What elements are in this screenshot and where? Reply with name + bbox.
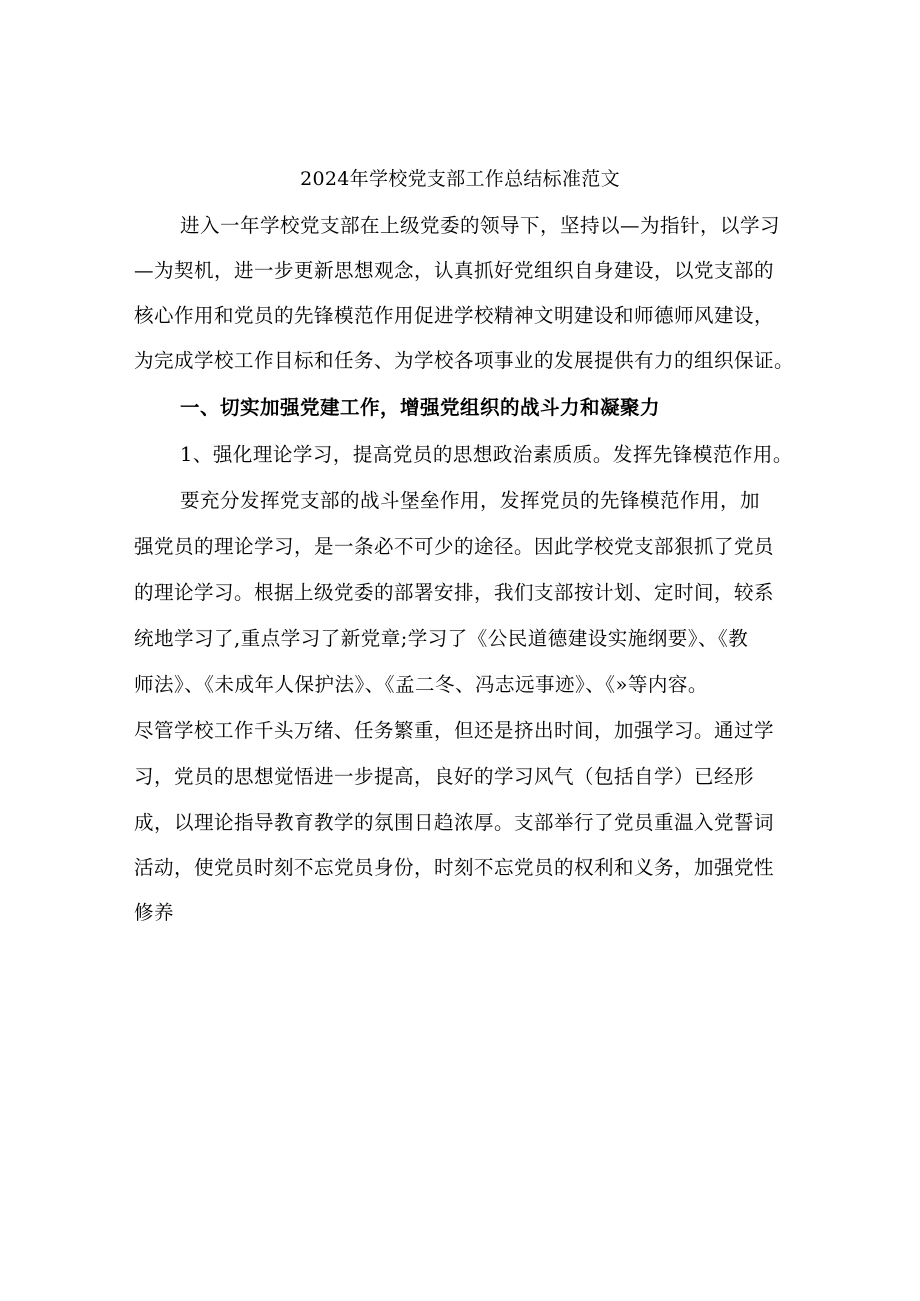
paragraph-line: 习，党员的思想觉悟进一步提高，良好的学习风气（包括自学）已经形	[134, 765, 755, 788]
paragraph-line: 核心作用和党员的先锋模范作用促进学校精神文明建设和师德师风建设，	[134, 304, 775, 327]
paragraph-line: 师法》、《未成年人保护法》、《孟二冬、冯志远事迹》、《»等内容。	[134, 673, 708, 696]
section-heading: 一、切实加强党建工作，增强党组织的战斗力和凝聚力	[180, 396, 661, 419]
paragraph-line: 进入一年学校党支部在上级党委的领导下，坚持以—为指针，以学习	[180, 214, 781, 237]
paragraph-line: 要充分发挥党支部的战斗堡垒作用，发挥党员的先锋模范作用，加	[180, 489, 761, 512]
paragraph-line: 成，以理论指导教育教学的氛围日趋浓厚。支部举行了党员重温入党誓词	[134, 811, 775, 834]
paragraph-line: 的理论学习。根据上级党委的部署安排，我们支部按计划、定时间，较系	[134, 581, 775, 604]
paragraph-line: —为契机，进一步更新思想观念，认真抓好党组织自身建设，以党支部的	[134, 259, 775, 282]
paragraph-line: 尽管学校工作千头万绪、任务繁重，但还是挤出时间，加强学习。通过学	[134, 719, 775, 742]
paragraph-line: 统地学习了,重点学习了新党章;学习了《公民道德建设实施纲要》、《教	[134, 627, 749, 650]
document-title: 2024年学校党支部工作总结标准范文	[300, 168, 620, 190]
paragraph-line: 强党员的理论学习，是一条必不可少的途径。因此学校党支部狠抓了党员	[134, 535, 775, 558]
paragraph-line: 修养	[134, 901, 175, 924]
subsection-heading: 1、强化理论学习，提高党员的思想政治素质质。发挥先锋模范作用。	[180, 443, 793, 466]
paragraph-line: 为完成学校工作目标和任务、为学校各项事业的发展提供有力的组织保证。	[134, 349, 795, 372]
paragraph-line: 活动，使党员时刻不忘党员身份，时刻不忘党员的权利和义务，加强党性	[134, 856, 775, 879]
